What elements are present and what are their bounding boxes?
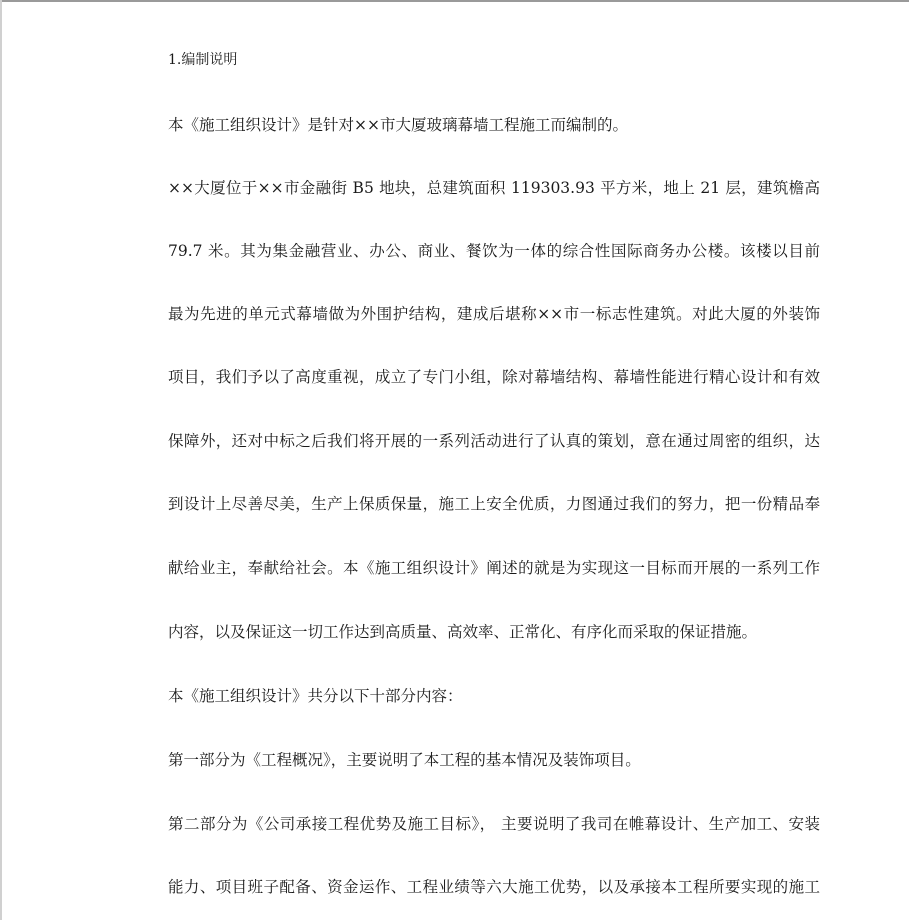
paragraph-line: 保障外，还对中标之后我们将开展的一系列活动进行了认真的策划，意在通过周密的组织，达 [168,432,820,450]
page-left-border [0,0,2,920]
paragraph-line: 79.7 米。其为集金融营业、办公、商业、餐饮为一体的综合性国际商务办公楼。该楼以目前 [168,242,820,260]
paragraph-line: 最为先进的单元式幕墙做为外围护结构，建成后堪称××市一标志性建筑。对此大厦的外装饰 [168,305,820,323]
paragraph-line: 项目，我们予以了高度重视，成立了专门小组，除对幕墙结构、幕墙性能进行精心设计和有效 [168,368,820,386]
paragraph-line: 本《施工组织设计》是针对××市大厦玻璃幕墙工程施工而编制的。 [168,116,628,134]
paragraph-line: 本《施工组织设计》共分以下十部分内容： [168,687,463,705]
paragraph-line: ××大厦位于××市金融街 B5 地块，总建筑面积 119303.93 平方米，地上 21 层，建筑檐高 [168,179,820,197]
paragraph-line: 内容，以及保证这一切工作达到高质量、高效率、正常化、有序化而采取的保证措施。 [168,623,758,641]
paragraph-line: 献给业主，奉献给社会。本《施工组织设计》阐述的就是为实现这一目标而开展的一系列工作 [168,559,820,577]
section-heading: 1.编制说明 [168,52,238,68]
paragraph-line: 到设计上尽善尽美，生产上保质保量，施工上安全优质，力图通过我们的努力，把一份精品奉 [168,495,820,513]
paragraph-line: 能力、项目班子配备、资金运作、工程业绩等六大施工优势，以及承接本工程所要实现的施工 [168,878,820,896]
paragraph-line: 第一部分为《工程概况》，主要说明了本工程的基本情况及装饰项目。 [168,751,641,769]
page-top-border [0,0,909,2]
paragraph-line: 第二部分为《公司承接工程优势及施工目标》， 主要说明了我司在帷幕设计、生产加工、安装 [168,815,820,833]
